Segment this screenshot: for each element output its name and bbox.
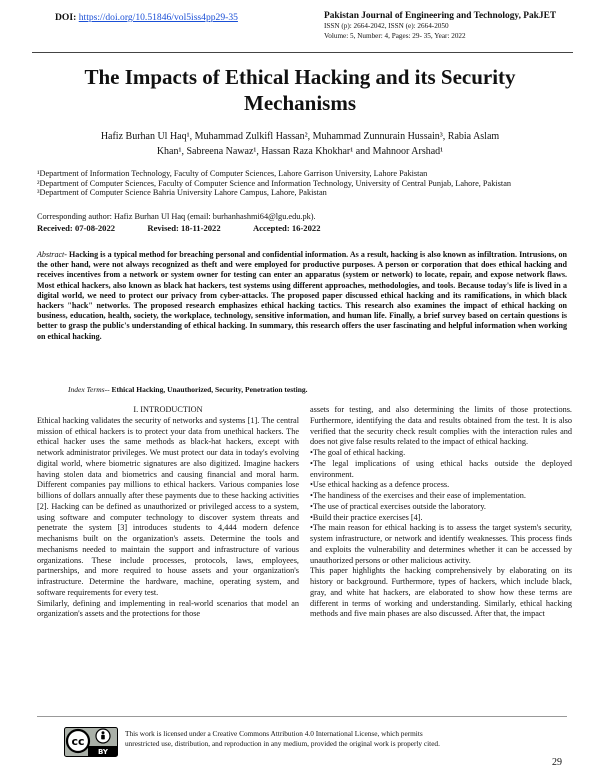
by-text: BY	[97, 748, 109, 756]
doi-link[interactable]: https://doi.org/10.51846/vol5iss4pp29-35	[78, 12, 238, 23]
intro-paragraph-2: Similarly, defining and implementing in real-world scenarios that model an organization's assets and the protections for those	[37, 598, 299, 619]
bullet-item: •Build their practice exercises [4].	[310, 512, 423, 522]
dates-line	[37, 223, 567, 233]
author-list	[40, 129, 560, 159]
header-rule	[32, 52, 573, 53]
intro-paragraph-1: Ethical hacking validates the security of networks and systems [1]. The central mission of ethical hackers is to protect your data from unethical hackers. The ethical hacker uses the same methods as black-hat hackers, except with network administrator privileges. We must protect our data in today's evolving digital world, where biometric signatures are also digitized. Imagine hackers having stolen data and biometrics and causing financial and moral harm. Different companies pay millions to ethical hackers. Various companies lose billions of dollars annually after these payments due to these hacking activities [2]. Hacking can be defined as unauthorized or privileged access to a system, using software and computer technology to discover system threats and penetrate the system [3] introduces students to 4,444 modern defence mechanisms built on the organization's assets. Determine the tools and mechanisms needed to maintain the support and infrastructure of various organizations. These include processes, protocols, laws, employees, partnerships, and more required to house assets and your organization's infrastructure. Determine the hardware, machine, operating system, and software requirements for every test.	[37, 415, 299, 597]
index-terms-label: Index Terms--	[68, 385, 110, 394]
affiliation-2: ²Department of Computer Sciences, Faculty of Computer Science and Information Technology, University of Central Punjab, Lahore, Pakistan	[37, 178, 512, 188]
bullet-item: •The legal implications of using ethical hacks outside the deployed environment.	[310, 458, 572, 479]
author-line-2: Khan¹, Sabreena Nawaz¹, Hassan Raza Khokhar¹ and Mahnoor Arshad¹	[156, 146, 444, 157]
accepted-date: Accepted: 16-2022	[252, 223, 321, 233]
bullet-item: •Use ethical hacking as a defence process.	[310, 480, 450, 490]
abstract-text: Hacking is a typical method for breaching personal and confidential information. As a result, hacking is also known as infiltration. Intrusions, on the other hand, were not always recognized as theft and were employed for productive purposes. A person or corporation that does ethical hacking and receives incentives from a network or system owner for testing can enter an apparatus (system or network) to locate, repair, and expose network flaws. Most ethical hackers, also known as black hat hackers, test systems using different approaches, methodologies, and tools. Because today's life is lived in a digital world, we need to protect our privacy from cyber-attacks. The proposed paper discussed ethical hacking and its ramifications, in which black hackers "hack" networks. The proposed research emphasizes ethical hacking tactics. This research also examines the impact of ethical hacking on business, education, health, society, the workplace, technology, sensitive information, and human life. Finally, a brief survey based on certain questions is better to grasp the public's understanding of ethical hacking. In summary, this research offers the user fascinating and helpful information when working on ethical hacking.	[37, 250, 567, 341]
affiliation-1: ¹Department of Information Technology, Faculty of Computer Sciences, Lahore Garrison University, Lahore Pakistan	[37, 169, 428, 178]
doi-line	[55, 12, 238, 23]
cc-by-icon	[64, 727, 118, 757]
cc-by-license-badge[interactable]	[64, 727, 118, 757]
journal-title: Pakistan Journal of Engineering and Technology, PakJET	[324, 11, 557, 21]
affiliation-3: ³Department of Computer Science Bahria University Lahore Campus, Lahore, Pakistan	[37, 188, 327, 198]
abstract-label: Abstract-	[37, 250, 67, 259]
issn: ISSN (p): 2664-2042, ISSN (e): 2664-2050	[324, 22, 449, 30]
corresponding-author: Corresponding author: Hafiz Burhan Ul Haq (email: burhanhashmi64@lgu.edu.pk).	[37, 212, 316, 221]
license-line-2: unrestricted use, distribution, and reproduction in any medium, provided the original work is properly cited.	[125, 739, 440, 748]
affiliations	[37, 169, 567, 198]
received-date: Received: 07-08-2022	[37, 223, 116, 233]
revised-date: Revised: 18-11-2022	[147, 223, 221, 233]
bullet-item: •The main reason for ethical hacking is to assess the target system's security, system infrastructure, or network and identify weaknesses. This process finds and exploits the vulnerability and determines whether it can be accessed by unauthorized persons or other malicious activity.	[310, 523, 572, 565]
index-terms-text: Ethical Hacking, Unauthorized, Security, Penetration testing.	[109, 385, 308, 394]
cc-text: cc	[71, 735, 85, 748]
page-number: 29	[552, 757, 562, 768]
volume-info: Volume: 5, Number: 4, Pages: 29- 35, Year: 2022	[324, 31, 466, 40]
journal-info	[324, 11, 570, 41]
license-text	[125, 729, 545, 749]
right-paragraph-1: assets for testing, and also determining the limits of those protections. Furthermore, identifying the data and results obtained from the test. It is also verified that the security check result complies with the interaction rules and does not give false results related to the impact of ethical hacking.	[310, 405, 572, 447]
paper-title: The Impacts of Ethical Hacking and its Security Mechanisms	[84, 65, 516, 115]
abstract	[37, 250, 567, 342]
doi-label: DOI:	[55, 12, 77, 23]
section-heading: I. INTRODUCTION	[133, 405, 203, 414]
license-line-1: This work is licensed under a Creative Commons Attribution 4.0 International License, which permits	[125, 729, 423, 738]
bullet-item: •The handiness of the exercises and their ease of implementation.	[310, 491, 526, 500]
right-paragraph-2: This paper highlights the hacking comprehensively by elaborating on its history or background. Furthermore, types of hackers, which include black, gray, and white hat hackers, are elaborated to show how these terms are different in terms of working and understanding. Similarly, ethical hacking methods and five main phases are also discussed. After that, the impact	[310, 566, 572, 619]
bullet-item: •The goal of ethical hacking.	[310, 448, 406, 457]
right-column	[310, 405, 572, 620]
index-terms	[68, 385, 568, 394]
author-line-1: Hafiz Burhan Ul Haq¹, Muhammad Zulkifl Hassan², Muhammad Zunnurain Hussain³, Rabia Aslam	[100, 131, 500, 142]
left-column	[37, 405, 299, 620]
footer-rule	[37, 716, 567, 717]
bullet-item: •The use of practical exercises outside the laboratory.	[310, 501, 486, 511]
